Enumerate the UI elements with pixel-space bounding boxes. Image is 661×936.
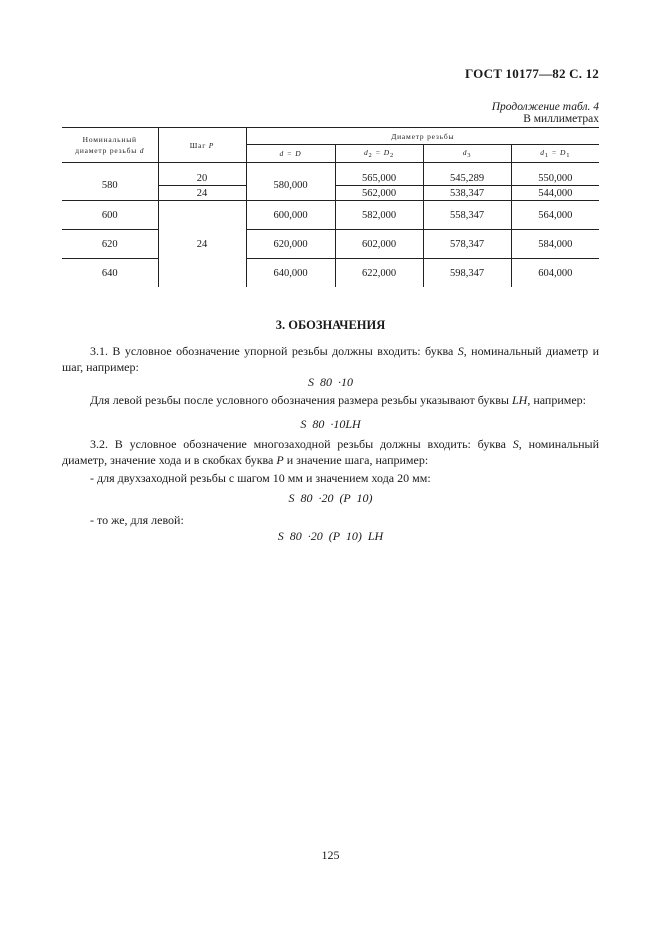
table-units: В миллиметрах <box>523 113 599 125</box>
cell-pitch: 24 <box>158 201 246 288</box>
cell-d2: 622,000 <box>335 259 423 288</box>
cell-d3: 545,289 <box>423 171 511 186</box>
cell-d-D: 620,000 <box>246 230 335 259</box>
paragraph-same-left: - то же, для левой: <box>90 513 184 527</box>
cell-d2: 602,000 <box>335 230 423 259</box>
cell-d3: 558,347 <box>423 201 511 230</box>
header-nominal-diameter <box>62 128 158 163</box>
table-row <box>62 171 599 186</box>
table-row <box>62 259 599 288</box>
paragraph-3-1: 3.1. В условное обозначение упорной резьбы должны входить: буква S, номинальный диаметр и шаг, например: <box>62 344 599 374</box>
cell-d3: 578,347 <box>423 230 511 259</box>
table-row <box>62 201 599 230</box>
formula-3: S 80 ·20 (P 10) <box>288 491 373 505</box>
formula-4: S 80 ·20 (P 10) LH <box>277 529 384 543</box>
formula-1: S 80 ·10 <box>308 375 353 389</box>
cell-pitch: 20 <box>158 171 246 186</box>
cell-d3: 598,347 <box>423 259 511 288</box>
header-pitch <box>158 128 246 163</box>
header-col-d3: $d_3$ <box>423 145 511 163</box>
paragraph-two-start: - для двухзаходной резьбы с шагом 10 мм и значением хода 20 мм: <box>90 471 431 485</box>
cell-nominal: 580 <box>62 171 158 201</box>
header-nominal-symbol: d <box>139 146 145 155</box>
header-nominal-line2: диаметр резьбы <box>75 146 138 155</box>
cell-d3: 538,347 <box>423 186 511 201</box>
page-number: 125 <box>321 848 340 862</box>
header-diameter-group: Диаметр резьбы <box>246 128 599 145</box>
cell-nominal: 600 <box>62 201 158 230</box>
table-row <box>62 230 599 259</box>
thread-diameter-table <box>62 127 599 287</box>
header-pitch-label: Шаг <box>189 140 207 150</box>
paragraph-left-thread: Для левой резьбы после условного обозначения размера резьбы указывают буквы LH, например: <box>90 393 586 407</box>
cell-pitch: 24 <box>158 186 246 201</box>
cell-d-D: 640,000 <box>246 259 335 288</box>
cell-d2: 582,000 <box>335 201 423 230</box>
table-caption <box>492 101 599 125</box>
cell-d-D: 600,000 <box>246 201 335 230</box>
paragraph-3-2: 3.2. В условное обозначение многозаходной резьбы должны входить: буква S, номинальный диаметр, значение хода и в скобках буква P и значение шага, например: <box>62 437 599 467</box>
header-pitch-symbol: P <box>208 140 215 150</box>
cell-d2: 565,000 <box>335 171 423 186</box>
cell-d1: 544,000 <box>511 186 599 201</box>
cell-d1: 550,000 <box>511 171 599 186</box>
cell-d-D: 580,000 <box>246 171 335 201</box>
document-header: ГОСТ 10177—82 С. 12 <box>465 66 599 81</box>
cell-d1: 584,000 <box>511 230 599 259</box>
cell-nominal: 620 <box>62 230 158 259</box>
cell-nominal: 640 <box>101 267 118 279</box>
header-nominal-line1: Номинальный <box>82 135 137 144</box>
header-col-d2-D2: $d_2 = D_2$ <box>335 145 423 163</box>
header-col-d-D: d = D <box>246 145 335 163</box>
table-continuation: Продолжение табл. 4 <box>491 101 599 113</box>
formula-2: S 80 ·10LH <box>300 417 361 431</box>
cell-d1: 564,000 <box>511 201 599 230</box>
cell-d2: 562,000 <box>335 186 423 201</box>
cell-d1: 604,000 <box>511 259 599 288</box>
section-title: 3. ОБОЗНАЧЕНИЯ <box>275 318 386 332</box>
header-col-d1-D1: $d_1 = D_1$ <box>511 145 599 163</box>
